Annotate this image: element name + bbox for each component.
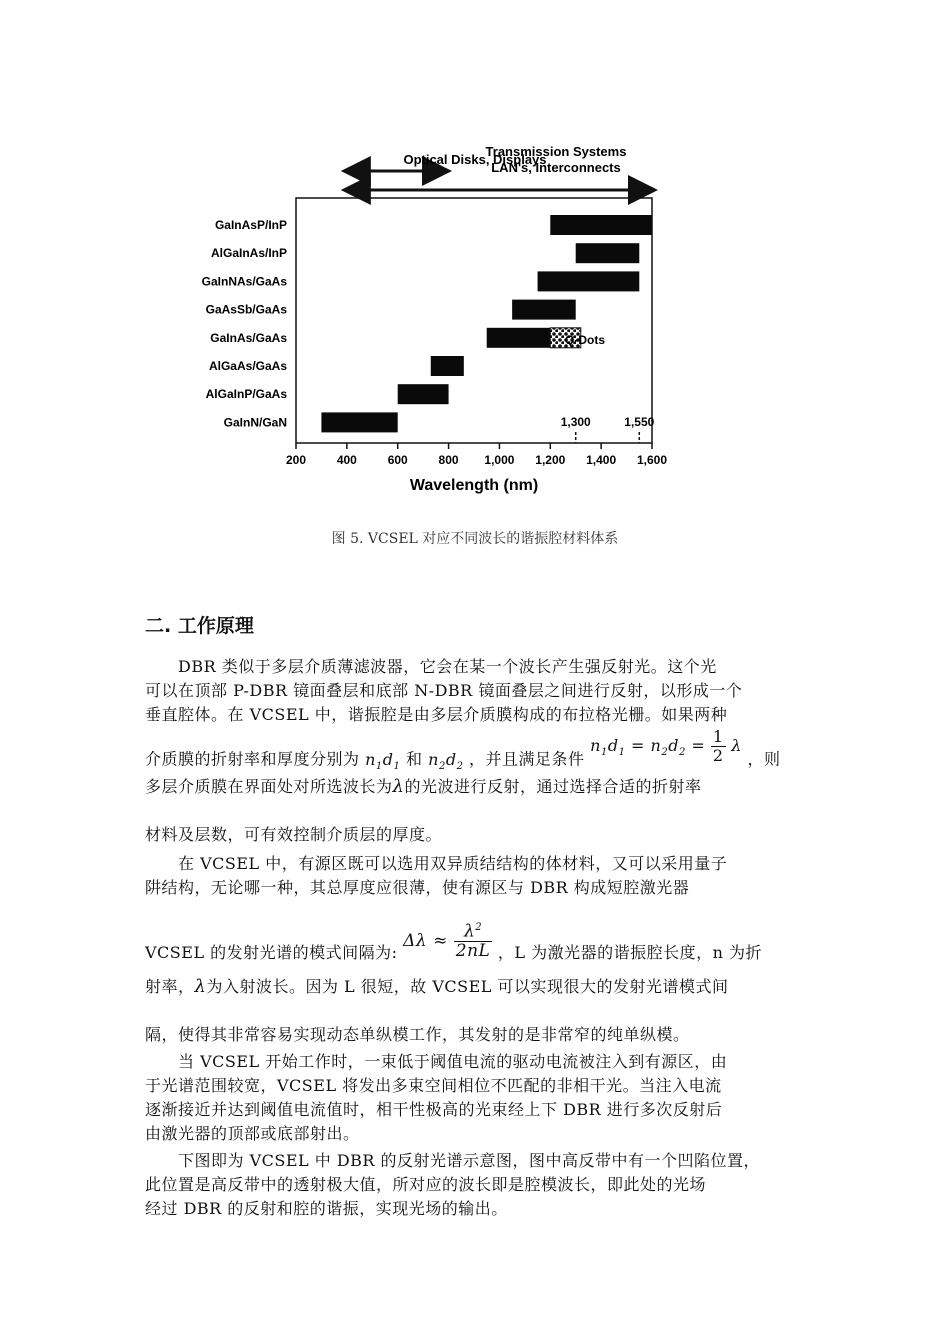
material-label: GaAsSb/GaAs [205,302,287,317]
chart-svg [150,128,690,508]
material-bar [398,384,449,404]
p1-line-4-text-a: 介质膜的折射率和厚度分别为 [145,749,360,769]
optical-arrow-label: Optical Disks, Displays [403,152,547,167]
x-tick-label: 1,600 [636,453,668,467]
wavelength-marker-label: 1,300 [560,415,591,429]
material-bar [576,243,640,263]
x-tick-label: 1,200 [535,453,566,467]
material-label: AlGaAs/GaAs [208,359,287,373]
p3-line-4: 由激光器的顶部或底部射出。 [145,1124,360,1143]
p2-line-3-text-a: VCSEL 的发射光谱的模式间隔为: [145,943,398,963]
p2-line-4 [145,974,728,997]
p1-line-5-text-b: 的光波进行反射，通过选择合适的折射率 [404,777,702,796]
x-axis-label: Wavelength (nm) [409,477,539,494]
n2d2-formula: $n_2d_2$ [428,749,464,772]
wavelength-marker-label: 1,550 [624,415,655,429]
x-tick-label: 800 [438,453,459,467]
transmission-arrow-label-2: LAN's, Interconnects [491,160,621,175]
material-label: GaInN/GaN [223,415,287,430]
p2-line-2: 阱结构，无论哪一种，其总厚度应很薄，使有源区与 DBR 构成短腔激光器 [145,878,690,897]
p2-line-5: 隔，使得其非常容易实现动态单纵模工作，其发射的是非常窄的纯单纵模。 [145,1025,690,1044]
p4-line-1: 下图即为 VCSEL 中 DBR 的反射光谱示意图，图中高反带中有一个凹陷位置， [178,1151,761,1170]
x-tick-label: 1,400 [586,453,617,467]
material-bar [487,328,551,348]
p4-line-2: 此位置是高反带中的透射极大值，所对应的波长即是腔模波长，即此处的光场 [145,1175,707,1194]
p2-line-3-text-b: ，L 为激光器的谐振腔长度，n 为折 [497,943,763,963]
p1-line-5-text-a: 多层介质膜在界面处对所选波长为 [145,777,393,796]
p3-line-1: 当 VCSEL 开始工作时，一束低于阈值电流的驱动电流被注入到有源区，由 [178,1052,728,1071]
wavelength-material-figure [150,128,690,508]
p1-line-4-text-d: ，则 [747,749,781,769]
section-title: 二. 工作原理 [145,615,254,637]
p1-line-5 [145,774,701,797]
x-tick-label: 200 [285,453,307,467]
p1-line-1: DBR 类似于多层介质薄滤波器，它会在某一个波长产生强反射光。这个光 [178,657,717,676]
x-tick-label: 1,000 [484,453,515,467]
p1-line-6: 材料及层数，可有效控制介质层的厚度。 [145,825,443,844]
bragg-condition-formula: $n_1d_1 = n_2d_2$ = $\frac{1}{2}$ λ [590,727,742,765]
p1-line-3: 垂直腔体。在 VCSEL 中，谐振腔是由多层介质膜构成的布拉格光栅。如果两种 [145,705,728,724]
transmission-arrow-label-1: Transmission Systems [485,144,627,159]
mode-spacing-formula: Δλ ≈ $\frac{\lambda^2}{2nL}$ [403,921,491,962]
lambda-symbol-2: λ [194,976,207,997]
material-bar [538,271,640,291]
p1-line-4-text-b: 和 [406,749,423,769]
x-tick-label: 600 [387,453,408,467]
figure-caption: 图 5. VCSEL 对应不同波长的谐振腔材料体系 [331,531,619,547]
p4-line-3: 经过 DBR 的反射和腔的谐振，实现光场的输出。 [145,1199,508,1218]
p1-line-4-text-c: ，并且满足条件 [469,749,585,769]
material-label: GaInAs/GaAs [210,330,287,345]
p3-line-3: 逐渐接近并达到阈值电流值时，相干性极高的光束经上下 DBR 进行多次反射后 [145,1100,723,1119]
material-bar [431,356,464,376]
lambda-symbol: λ [392,776,405,797]
n1d1-formula: $n_1d_1$ [365,749,401,772]
material-bar [321,412,397,432]
p3-line-2: 于光谱范围较宽，VCSEL 将发出多束空间相位不匹配的非相干光。当注入电流 [145,1076,722,1095]
material-label: AlGaInP/GaAs [205,387,287,402]
material-label: GaInAsP/InP [214,218,287,232]
p2-line-1: 在 VCSEL 中，有源区既可以选用双异质结结构的体材料，又可以采用量子 [178,854,728,873]
material-label: AlGaInAs/InP [210,246,287,261]
material-bar [550,215,652,235]
material-bar [512,300,576,320]
x-tick-label: 400 [336,453,357,467]
qdots-label: Q-Dots [565,333,605,347]
material-label: GaInNAs/GaAs [201,274,287,289]
p2-line-4-text-b: 为入射波长。因为 L 很短，故 VCSEL 可以实现很大的发射光谱模式间 [206,977,729,996]
p1-line-4 [145,727,781,778]
p2-line-3 [145,921,763,973]
p1-line-2: 可以在顶部 P-DBR 镜面叠层和底部 N-DBR 镜面叠层之间进行反射，以形成一个 [145,681,743,700]
p2-line-4-text-a: 射率， [145,977,195,996]
